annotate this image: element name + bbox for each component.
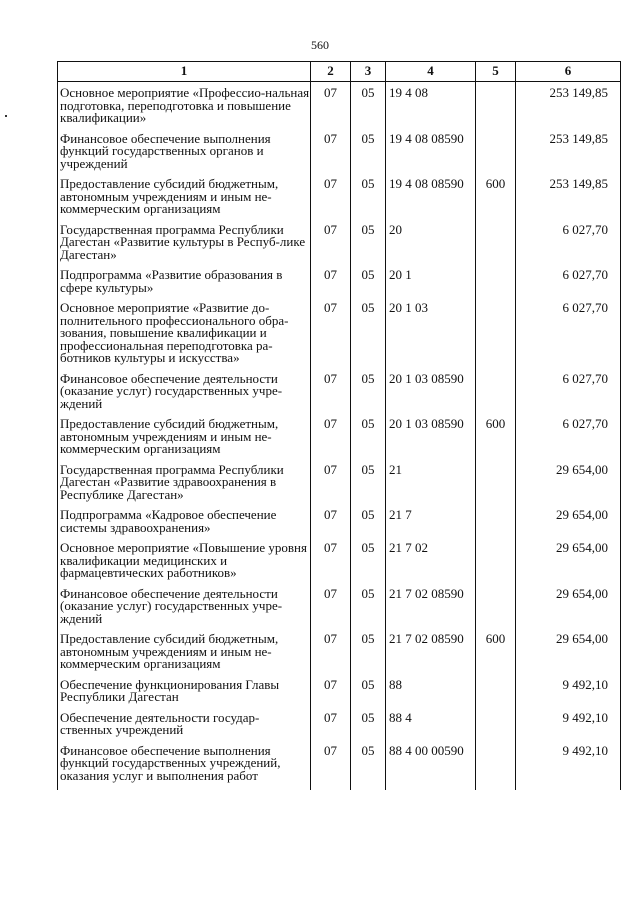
row-amount-cell: 6 027,70 xyxy=(516,373,621,419)
column-header-subsection: 3 xyxy=(351,62,386,82)
column-header-name: 1 xyxy=(58,62,311,82)
row-expense-type-cell xyxy=(476,509,516,542)
row-section-cell: 07 xyxy=(311,418,351,464)
column-header-expense-type: 5 xyxy=(476,62,516,82)
row-amount-cell: 29 654,00 xyxy=(516,542,621,588)
row-name-cell: Государственная программа Республики Дагестан «Развитие здравоохранения в Республике Дагестан» xyxy=(58,464,311,510)
row-name-cell: Основное мероприятие «Повышение уровня квалификации медицинских и фармацевтических работников» xyxy=(58,542,311,588)
row-subsection-cell: 05 xyxy=(351,133,386,179)
column-header-section: 2 xyxy=(311,62,351,82)
row-expense-type-cell xyxy=(476,745,516,791)
row-target-code-cell: 88 xyxy=(386,679,476,712)
table-row xyxy=(58,82,621,133)
table-row xyxy=(58,373,621,419)
row-section-cell: 07 xyxy=(311,82,351,133)
row-amount-cell: 6 027,70 xyxy=(516,302,621,373)
row-subsection-cell: 05 xyxy=(351,224,386,270)
row-subsection-cell: 05 xyxy=(351,633,386,679)
row-expense-type-cell: 600 xyxy=(476,633,516,679)
row-amount-cell: 6 027,70 xyxy=(516,269,621,302)
row-amount-cell: 29 654,00 xyxy=(516,588,621,634)
row-section-cell: 07 xyxy=(311,224,351,270)
row-name-cell: Обеспечение функционирования Главы Республики Дагестан xyxy=(58,679,311,712)
row-target-code-cell: 20 1 xyxy=(386,269,476,302)
row-expense-type-cell xyxy=(476,302,516,373)
row-section-cell: 07 xyxy=(311,542,351,588)
row-subsection-cell: 05 xyxy=(351,373,386,419)
row-target-code-cell: 21 7 02 08590 xyxy=(386,588,476,634)
row-section-cell: 07 xyxy=(311,373,351,419)
row-amount-cell: 9 492,10 xyxy=(516,679,621,712)
row-name-cell: Основное мероприятие «Развитие до-полнительного профессионального обра-зования, повышение квалификации и профессиональная переподготовка ра-ботников культуры и искусства» xyxy=(58,302,311,373)
table-row xyxy=(58,712,621,745)
table-header-row xyxy=(58,62,621,82)
row-target-code-cell: 20 1 03 xyxy=(386,302,476,373)
row-section-cell: 07 xyxy=(311,588,351,634)
table-row xyxy=(58,542,621,588)
scan-speck xyxy=(5,115,7,117)
row-section-cell: 07 xyxy=(311,633,351,679)
row-target-code-cell: 19 4 08 xyxy=(386,82,476,133)
row-expense-type-cell xyxy=(476,679,516,712)
row-amount-cell: 29 654,00 xyxy=(516,633,621,679)
row-amount-cell: 6 027,70 xyxy=(516,224,621,270)
row-section-cell: 07 xyxy=(311,509,351,542)
row-name-cell: Финансовое обеспечение деятельности (оказание услуг) государственных учре-ждений xyxy=(58,373,311,419)
row-subsection-cell: 05 xyxy=(351,542,386,588)
column-header-target-code: 4 xyxy=(386,62,476,82)
row-amount-cell: 9 492,10 xyxy=(516,745,621,791)
page-number: 560 xyxy=(311,38,329,52)
row-name-cell: Финансовое обеспечение деятельности (оказание услуг) государственных учре-ждений xyxy=(58,588,311,634)
row-section-cell: 07 xyxy=(311,133,351,179)
row-expense-type-cell xyxy=(476,464,516,510)
row-subsection-cell: 05 xyxy=(351,418,386,464)
row-expense-type-cell xyxy=(476,269,516,302)
row-target-code-cell: 21 7 02 xyxy=(386,542,476,588)
row-amount-cell: 253 149,85 xyxy=(516,178,621,224)
row-subsection-cell: 05 xyxy=(351,82,386,133)
row-name-cell: Предоставление субсидий бюджетным, автономным учреждениям и иным не-коммерческим организациям xyxy=(58,418,311,464)
row-name-cell: Обеспечение деятельности государ-ственных учреждений xyxy=(58,712,311,745)
table-row xyxy=(58,302,621,373)
row-target-code-cell: 20 xyxy=(386,224,476,270)
row-target-code-cell: 88 4 00 00590 xyxy=(386,745,476,791)
table-row xyxy=(58,269,621,302)
row-amount-cell: 253 149,85 xyxy=(516,82,621,133)
row-section-cell: 07 xyxy=(311,269,351,302)
row-target-code-cell: 21 xyxy=(386,464,476,510)
row-subsection-cell: 05 xyxy=(351,302,386,373)
table-row xyxy=(58,679,621,712)
row-target-code-cell: 20 1 03 08590 xyxy=(386,373,476,419)
table-row xyxy=(58,633,621,679)
row-name-cell: Государственная программа Республики Дагестан «Развитие культуры в Респуб-лике Дагестан» xyxy=(58,224,311,270)
row-subsection-cell: 05 xyxy=(351,588,386,634)
row-amount-cell: 253 149,85 xyxy=(516,133,621,179)
row-section-cell: 07 xyxy=(311,679,351,712)
row-expense-type-cell xyxy=(476,82,516,133)
row-name-cell: Предоставление субсидий бюджетным, автономным учреждениям и иным не-коммерческим организациям xyxy=(58,178,311,224)
row-subsection-cell: 05 xyxy=(351,745,386,791)
row-subsection-cell: 05 xyxy=(351,269,386,302)
row-expense-type-cell xyxy=(476,133,516,179)
row-subsection-cell: 05 xyxy=(351,464,386,510)
row-expense-type-cell xyxy=(476,542,516,588)
row-subsection-cell: 05 xyxy=(351,178,386,224)
table-row xyxy=(58,418,621,464)
budget-table xyxy=(57,61,621,790)
row-target-code-cell: 20 1 03 08590 xyxy=(386,418,476,464)
table-row xyxy=(58,464,621,510)
table-row xyxy=(58,745,621,791)
row-section-cell: 07 xyxy=(311,712,351,745)
row-name-cell: Подпрограмма «Кадровое обеспечение системы здравоохранения» xyxy=(58,509,311,542)
table-row xyxy=(58,133,621,179)
column-header-amount: 6 xyxy=(516,62,621,82)
row-expense-type-cell: 600 xyxy=(476,418,516,464)
row-section-cell: 07 xyxy=(311,745,351,791)
row-expense-type-cell xyxy=(476,712,516,745)
row-target-code-cell: 88 4 xyxy=(386,712,476,745)
row-amount-cell: 29 654,00 xyxy=(516,464,621,510)
row-amount-cell: 9 492,10 xyxy=(516,712,621,745)
row-name-cell: Финансовое обеспечение выполнения функций государственных учреждений, оказания услуг и выполнения работ xyxy=(58,745,311,791)
row-target-code-cell: 21 7 xyxy=(386,509,476,542)
row-target-code-cell: 19 4 08 08590 xyxy=(386,133,476,179)
row-name-cell: Подпрограмма «Развитие образования в сфере культуры» xyxy=(58,269,311,302)
table-row xyxy=(58,224,621,270)
row-expense-type-cell xyxy=(476,224,516,270)
row-section-cell: 07 xyxy=(311,178,351,224)
row-name-cell: Предоставление субсидий бюджетным, автономным учреждениям и иным не-коммерческим организациям xyxy=(58,633,311,679)
row-target-code-cell: 21 7 02 08590 xyxy=(386,633,476,679)
row-expense-type-cell: 600 xyxy=(476,178,516,224)
row-target-code-cell: 19 4 08 08590 xyxy=(386,178,476,224)
row-subsection-cell: 05 xyxy=(351,509,386,542)
table-row xyxy=(58,178,621,224)
row-amount-cell: 29 654,00 xyxy=(516,509,621,542)
row-amount-cell: 6 027,70 xyxy=(516,418,621,464)
row-section-cell: 07 xyxy=(311,464,351,510)
row-subsection-cell: 05 xyxy=(351,679,386,712)
row-name-cell: Финансовое обеспечение выполнения функций государственных органов и учреждений xyxy=(58,133,311,179)
row-expense-type-cell xyxy=(476,373,516,419)
table-row xyxy=(58,588,621,634)
row-subsection-cell: 05 xyxy=(351,712,386,745)
row-name-cell: Основное мероприятие «Профессио-нальная подготовка, переподготовка и повышение квалификации» xyxy=(58,82,311,133)
table-row xyxy=(58,509,621,542)
row-expense-type-cell xyxy=(476,588,516,634)
row-section-cell: 07 xyxy=(311,302,351,373)
